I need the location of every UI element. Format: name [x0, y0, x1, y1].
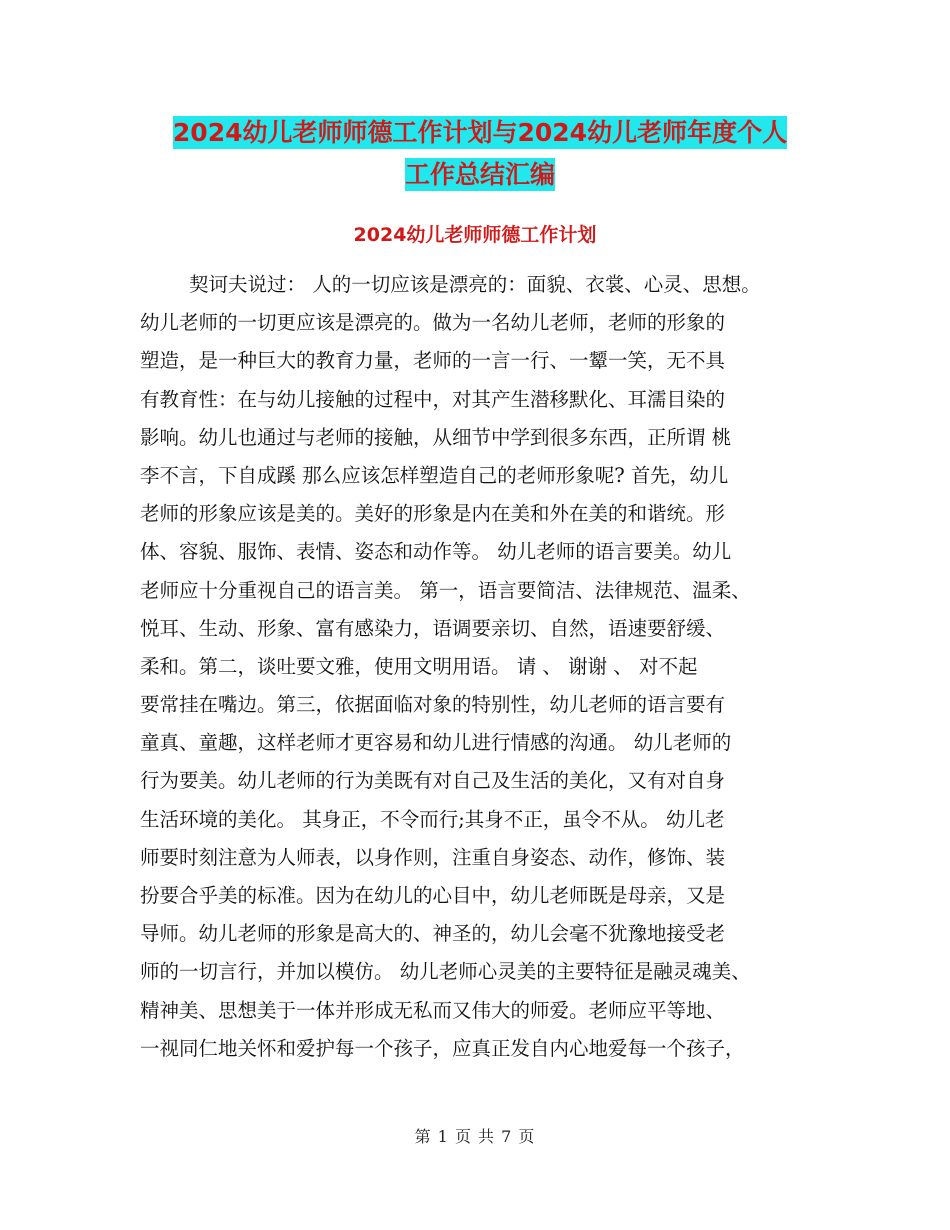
- document-title: [140, 112, 820, 196]
- body-line: 精神美、思想美于一体并形成无私而又伟大的师爱。老师应平等地、: [140, 998, 726, 1022]
- body-line: 契诃夫说过： 人的一切应该是漂亮的：面貌、衣裳、心灵、思想。: [189, 273, 761, 296]
- body-line: 生活环境的美化。 其身正，不令而行;其身不正，虽令不从。 幼儿老: [140, 807, 725, 831]
- page-number-footer: 第 1 页 共 7 页: [414, 1127, 536, 1146]
- document-title-line-1: 2024幼儿老师师德工作计划与2024幼儿老师年度个人: [172, 118, 788, 147]
- body-line: 师的一切言行，并加以模仿。 幼儿老师心灵美的主要特征是融灵魂美、: [140, 960, 751, 984]
- body-line: 扮要合乎美的标准。因为在幼儿的心目中，幼儿老师既是母亲，又是: [140, 884, 726, 907]
- body-line: 悦耳、生动、形象、富有感染力，语调要亲切、自然，语速要舒缓、: [140, 616, 726, 640]
- body-line: 导师。幼儿老师的形象是高大的、神圣的，幼儿会毫不犹豫地接受老: [140, 922, 726, 946]
- body-line: 有教育性：在与幼儿接触的过程中，对其产生潜移默化、耳濡目染的: [140, 387, 726, 411]
- body-line: 童真、童趣，这样老师才更容易和幼儿进行情感的沟通。 幼儿老师的: [140, 731, 732, 755]
- body-paragraph: [140, 266, 825, 1068]
- body-line: 柔和。第二，谈吐要文雅，使用文明用语。 请 、 谢谢 、 对不起: [140, 654, 698, 678]
- document-title-line-2: 工作总结汇编: [404, 160, 555, 189]
- body-line: 师要时刻注意为人师表，以身作则，注重自身姿态、动作，修饰、装: [140, 845, 726, 869]
- body-line: 一视同仁地关怀和爱护每一个孩子，应真正发自内心地爱每一个孩子，: [140, 1036, 745, 1060]
- body-line: 幼儿老师的一切更应该是漂亮的。做为一名幼儿老师，老师的形象的: [140, 311, 726, 335]
- body-line: 体、容貌、服饰、表情、姿态和动作等。 幼儿老师的语言要美。幼儿: [140, 540, 732, 564]
- body-line: 要常挂在嘴边。第三，依据面临对象的特别性，幼儿老师的语言要有: [140, 693, 726, 717]
- body-line: 李不言，下自成蹊 那么应该怎样塑造自己的老师形象呢? 首先，幼儿: [140, 463, 729, 487]
- body-line: 行为要美。幼儿老师的行为美既有对自己及生活的美化，又有对自身: [140, 769, 726, 793]
- body-line: 老师的形象应该是美的。美好的形象是内在美和外在美的和谐统。形: [140, 502, 726, 526]
- body-line: 塑造，是一种巨大的教育力量，老师的一言一行、一颦一笑，无不具: [140, 349, 726, 373]
- body-line: 老师应十分重视自己的语言美。 第一，语言要简洁、法律规范、温柔、: [140, 578, 751, 602]
- body-line: 影响。幼儿也通过与老师的接触，从细节中学到很多东西，正所谓 桃: [140, 425, 732, 449]
- section-title: 2024幼儿老师师德工作计划: [353, 224, 597, 246]
